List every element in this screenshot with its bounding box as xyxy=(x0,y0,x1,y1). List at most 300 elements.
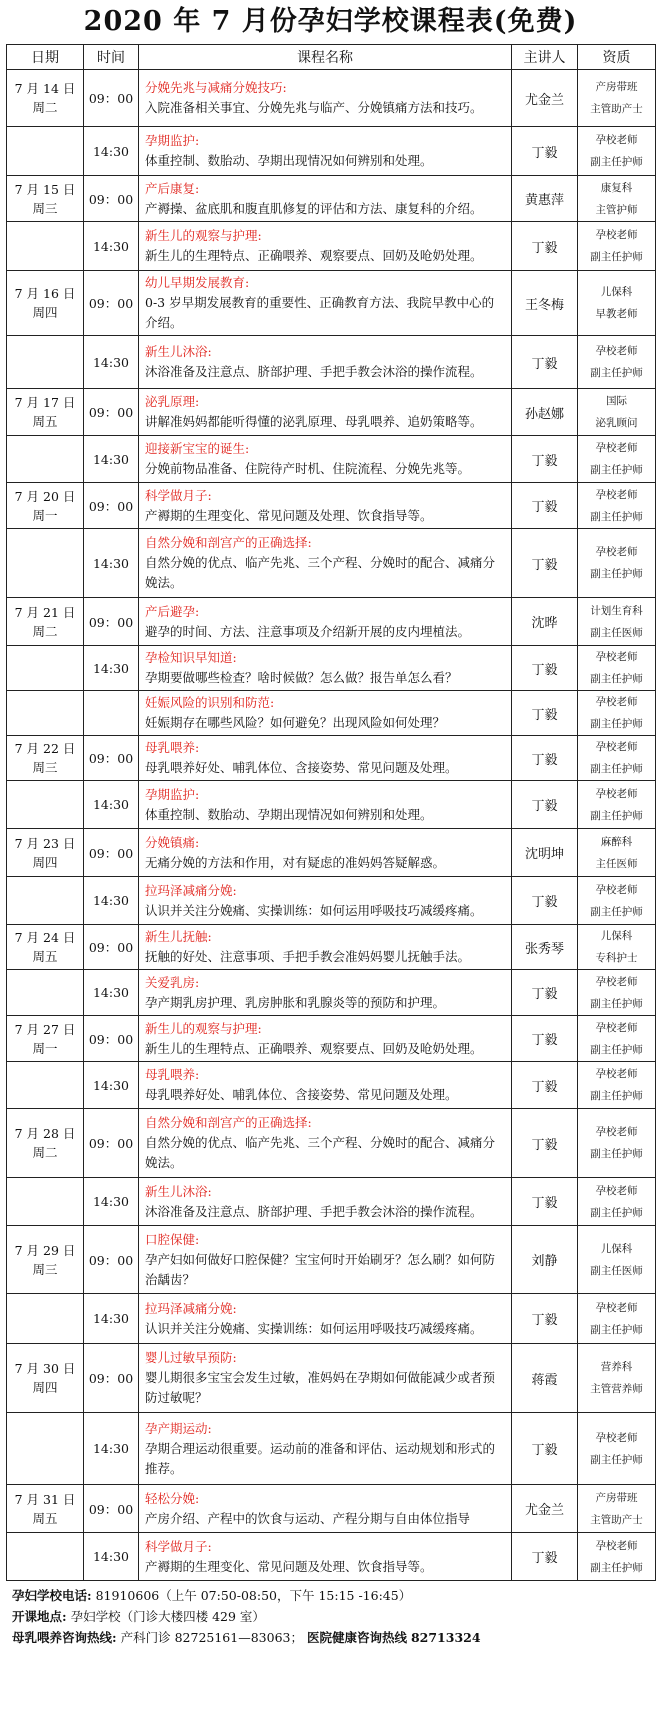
time-cell: 14:30 xyxy=(84,127,139,176)
speaker-cell: 丁毅 xyxy=(512,1109,578,1178)
weekday-text: 周五 xyxy=(32,1510,58,1526)
weekday-text: 周二 xyxy=(32,1145,58,1160)
date-cell xyxy=(7,925,84,970)
speaker-cell: 张秀琴 xyxy=(512,925,578,970)
time-cell: 09：00 xyxy=(84,70,139,127)
weekday-text: 周五 xyxy=(32,949,58,964)
date-cell xyxy=(7,829,84,877)
weekday-text: 周四 xyxy=(32,305,58,320)
time-cell: 09：00 xyxy=(84,389,139,436)
course-description: 新生儿的生理特点、正确喂养、观察要点、回奶及呛奶处理。 xyxy=(145,248,483,263)
date-cell xyxy=(7,646,84,691)
date-cell xyxy=(7,127,84,176)
table-row xyxy=(7,691,656,736)
weekday-text: 周三 xyxy=(32,760,58,775)
speaker-cell: 丁毅 xyxy=(512,336,578,389)
time-cell: 09：00 xyxy=(84,1485,139,1533)
qualification-line: 儿保科 xyxy=(600,1242,633,1255)
qualification-line: 计划生育科 xyxy=(590,604,643,617)
table-row xyxy=(7,127,656,176)
course-cell xyxy=(139,222,512,271)
course-cell xyxy=(139,1062,512,1109)
speaker-cell: 王冬梅 xyxy=(512,271,578,336)
qualification-line: 副主任护师 xyxy=(590,997,643,1010)
table-row xyxy=(7,1016,656,1062)
course-title: 轻松分娩: xyxy=(145,1490,200,1506)
qualification-cell xyxy=(578,1109,656,1178)
speaker-cell: 丁毅 xyxy=(512,1533,578,1581)
qualification-cell xyxy=(578,222,656,271)
table-row xyxy=(7,598,656,646)
speaker-cell: 刘静 xyxy=(512,1226,578,1294)
schedule-body xyxy=(7,70,656,1581)
date-cell xyxy=(7,1016,84,1062)
qualification-cell xyxy=(578,1178,656,1226)
time-cell: 09：00 xyxy=(84,1344,139,1413)
qualification-cell xyxy=(578,970,656,1016)
weekday-text: 周一 xyxy=(32,1040,58,1056)
qualification-cell xyxy=(578,1016,656,1062)
course-description: 沐浴准备及注意点、脐部护理、手把手教会沐浴的操作流程。 xyxy=(145,364,483,379)
qualification-line: 孕校老师 xyxy=(595,488,638,501)
table-row xyxy=(7,176,656,222)
header-resource: 资质 xyxy=(578,45,656,70)
course-title: 分娩先兆与减痛分娩技巧: xyxy=(145,80,287,95)
course-description: 婴儿期很多宝宝会发生过敏，准妈妈在孕期如何做能减少或者预防过敏呢？ xyxy=(145,1370,496,1405)
course-description: 讲解准妈妈都能听得懂的泌乳原理、母乳喂养、追奶策略等。 xyxy=(145,414,483,429)
course-cell xyxy=(139,336,512,389)
qualification-line: 儿保科 xyxy=(600,930,633,942)
table-row xyxy=(7,877,656,925)
qualification-line: 营养科 xyxy=(600,1361,633,1373)
qualification-line: 儿保科 xyxy=(600,286,633,298)
course-title: 拉玛泽减痛分娩: xyxy=(145,882,237,898)
date-cell xyxy=(7,70,84,127)
time-cell: 09：00 xyxy=(84,271,139,336)
course-description: 产房介绍、产程中的饮食与运动、产程分期与自由体位指导 xyxy=(145,1510,471,1526)
qualification-cell xyxy=(578,529,656,598)
date-text: 7 月 23 日 xyxy=(14,835,76,851)
qualification-line: 孕校老师 xyxy=(595,1068,638,1080)
course-title: 新生儿的观察与护理: xyxy=(145,1020,262,1036)
date-cell xyxy=(7,877,84,925)
table-row xyxy=(7,483,656,529)
qualification-line: 副主任护师 xyxy=(590,718,643,730)
course-cell xyxy=(139,1109,512,1178)
qualification-cell xyxy=(578,691,656,736)
speaker-cell: 丁毅 xyxy=(512,736,578,781)
speaker-cell: 蒋霞 xyxy=(512,1344,578,1413)
qualification-line: 主管护师 xyxy=(595,203,638,216)
date-text: 7 月 30 日 xyxy=(14,1361,76,1376)
qualification-line: 副主任护师 xyxy=(590,367,643,379)
course-title: 迎接新宝宝的诞生: xyxy=(145,441,250,456)
qualification-cell xyxy=(578,176,656,222)
speaker-cell: 丁毅 xyxy=(512,1178,578,1226)
speaker-cell: 丁毅 xyxy=(512,483,578,529)
speaker-cell: 黄惠萍 xyxy=(512,176,578,222)
course-description: 认识并关注分娩痛、实操训练：如何运用呼吸技巧减缓疼痛。 xyxy=(145,902,483,918)
qualification-line: 主管营养师 xyxy=(590,1383,643,1395)
qualification-line: 产房带班 xyxy=(595,81,638,93)
course-cell xyxy=(139,1226,512,1294)
course-cell xyxy=(139,598,512,646)
date-text: 7 月 31 日 xyxy=(14,1491,76,1507)
qualification-line: 副主任护师 xyxy=(590,1148,643,1160)
qualification-line: 专科护士 xyxy=(595,952,638,964)
date-cell xyxy=(7,1178,84,1226)
qualification-line: 副主任护师 xyxy=(590,251,643,263)
table-row xyxy=(7,1178,656,1226)
course-description: 孕期合理运动很重要。运动前的准备和评估、运动规划和形式的推荐。 xyxy=(145,1440,496,1476)
course-cell xyxy=(139,877,512,925)
date-text: 7 月 27 日 xyxy=(14,1021,76,1037)
speaker-cell: 丁毅 xyxy=(512,781,578,829)
course-title: 泌乳原理: xyxy=(145,394,200,409)
qualification-line: 主管助产士 xyxy=(590,103,643,115)
footer-hotline-label: 母乳喂养咨询热线: xyxy=(12,1630,117,1645)
table-row xyxy=(7,970,656,1016)
speaker-cell: 丁毅 xyxy=(512,1016,578,1062)
course-description: 0-3 岁早期发展教育的重要性、正确教育方法、我院早教中心的介绍。 xyxy=(145,295,495,330)
qualification-line: 副主任护师 xyxy=(590,464,643,476)
time-cell: 09：00 xyxy=(84,483,139,529)
course-cell xyxy=(139,691,512,736)
date-cell xyxy=(7,1533,84,1581)
time-cell: 09：00 xyxy=(84,736,139,781)
date-cell xyxy=(7,271,84,336)
time-cell: 09：00 xyxy=(84,1016,139,1062)
time-cell: 14:30 xyxy=(84,970,139,1016)
course-description: 母乳喂养好处、哺乳体位、含接姿势、常见问题及处理。 xyxy=(145,1087,458,1102)
time-cell: 14:30 xyxy=(84,1533,139,1581)
time-cell: 09：00 xyxy=(84,1109,139,1178)
speaker-cell: 丁毅 xyxy=(512,877,578,925)
qualification-cell xyxy=(578,1062,656,1109)
time-cell xyxy=(84,691,139,736)
date-text: 7 月 20 日 xyxy=(14,488,76,504)
footer-place xyxy=(12,1606,661,1627)
speaker-cell: 沈晔 xyxy=(512,598,578,646)
qualification-line: 主任医师 xyxy=(595,857,638,870)
speaker-cell: 丁毅 xyxy=(512,127,578,176)
qualification-line: 孕校老师 xyxy=(595,883,638,896)
course-title: 新生儿沐浴: xyxy=(145,1183,212,1199)
speaker-cell: 尤金兰 xyxy=(512,1485,578,1533)
speaker-cell: 丁毅 xyxy=(512,1413,578,1485)
table-row xyxy=(7,529,656,598)
qualification-cell xyxy=(578,1413,656,1485)
course-title: 孕产期运动: xyxy=(145,1420,212,1436)
qualification-cell xyxy=(578,1485,656,1533)
qualification-line: 主管助产士 xyxy=(590,1513,643,1526)
date-cell xyxy=(7,1413,84,1485)
speaker-cell: 尤金兰 xyxy=(512,70,578,127)
course-description: 孕期要做哪些检查？啥时候做？怎么做？报告单怎么看？ xyxy=(145,670,458,685)
course-description: 产褥期的生理变化、常见问题及处理、饮食指导等。 xyxy=(145,1558,433,1574)
time-cell: 09：00 xyxy=(84,176,139,222)
footer-hotline xyxy=(12,1627,661,1648)
course-description: 避孕的时间、方法、注意事项及介绍新开展的皮内埋植法。 xyxy=(145,623,471,639)
qualification-line: 孕校老师 xyxy=(595,696,638,708)
course-cell xyxy=(139,1016,512,1062)
table-row xyxy=(7,646,656,691)
qualification-cell xyxy=(578,925,656,970)
qualification-line: 副主任护师 xyxy=(590,568,643,580)
date-cell xyxy=(7,336,84,389)
qualification-line: 孕校老师 xyxy=(595,651,638,663)
course-cell xyxy=(139,781,512,829)
speaker-cell: 丁毅 xyxy=(512,691,578,736)
qualification-line: 泌乳顾问 xyxy=(595,417,638,429)
speaker-cell: 沈明坤 xyxy=(512,829,578,877)
header-speaker: 主讲人 xyxy=(512,45,578,70)
weekday-text: 周三 xyxy=(32,200,58,216)
table-row xyxy=(7,925,656,970)
time-cell: 14:30 xyxy=(84,1062,139,1109)
date-cell xyxy=(7,176,84,222)
footer-health-value: 82713324 xyxy=(410,1630,481,1645)
date-text: 7 月 24 日 xyxy=(14,930,76,945)
time-cell: 09：00 xyxy=(84,925,139,970)
course-cell xyxy=(139,1178,512,1226)
qualification-line: 孕校老师 xyxy=(595,345,638,357)
course-description: 母乳喂养好处、哺乳体位、含接姿势、常见问题及处理。 xyxy=(145,760,458,775)
course-cell xyxy=(139,1344,512,1413)
qualification-line: 副主任护师 xyxy=(590,1206,643,1219)
course-title: 新生儿沐浴: xyxy=(145,344,212,359)
course-cell xyxy=(139,1485,512,1533)
date-cell xyxy=(7,389,84,436)
footer-health-label: 医院健康咨询热线 xyxy=(306,1630,407,1645)
time-cell: 14:30 xyxy=(84,222,139,271)
course-description: 认识并关注分娩痛、实操训练：如何运用呼吸技巧减缓疼痛。 xyxy=(145,1320,483,1336)
date-cell xyxy=(7,781,84,829)
speaker-cell: 丁毅 xyxy=(512,529,578,598)
date-text: 7 月 29 日 xyxy=(14,1242,76,1258)
qualification-line: 孕校老师 xyxy=(595,546,638,558)
qualification-line: 孕校老师 xyxy=(595,975,638,988)
table-row xyxy=(7,1413,656,1485)
course-title: 母乳喂养: xyxy=(145,740,200,755)
speaker-cell: 丁毅 xyxy=(512,222,578,271)
date-text: 7 月 22 日 xyxy=(14,741,76,756)
table-row xyxy=(7,1226,656,1294)
course-description: 无痛分娩的方法和作用，对有疑虑的准妈妈答疑解惑。 xyxy=(145,854,446,870)
page-title: 2020 年 7 月份孕妇学校课程表(免费) xyxy=(83,6,578,37)
course-title: 关爱乳房: xyxy=(145,974,200,990)
course-cell xyxy=(139,483,512,529)
table-row xyxy=(7,336,656,389)
table-row xyxy=(7,436,656,483)
weekday-text: 周四 xyxy=(32,854,58,870)
qualification-line: 副主任护师 xyxy=(590,1090,643,1102)
qualification-cell xyxy=(578,646,656,691)
table-row xyxy=(7,1294,656,1344)
course-title: 科学做月子: xyxy=(145,487,212,503)
qualification-cell xyxy=(578,736,656,781)
qualification-line: 康复科 xyxy=(600,181,633,194)
table-row xyxy=(7,222,656,271)
course-title: 产后康复: xyxy=(145,180,200,196)
time-cell: 14:30 xyxy=(84,336,139,389)
qualification-line: 孕校老师 xyxy=(595,442,638,454)
qualification-line: 副主任护师 xyxy=(590,510,643,523)
qualification-line: 孕校老师 xyxy=(595,741,638,753)
course-description: 孕产妇如何做好口腔保健？宝宝何时开始刷牙？怎么刷？如何防治龋齿？ xyxy=(145,1251,496,1287)
date-text: 7 月 16 日 xyxy=(14,286,76,301)
course-title: 母乳喂养: xyxy=(145,1067,200,1082)
table-row xyxy=(7,271,656,336)
course-cell xyxy=(139,646,512,691)
qualification-cell xyxy=(578,70,656,127)
course-title: 口腔保健: xyxy=(145,1231,200,1247)
course-title: 新生儿抚触: xyxy=(145,929,212,944)
footer-phone-label: 孕妇学校电话: xyxy=(12,1588,92,1603)
course-description: 产褥操、盆底肌和腹直肌修复的评估和方法、康复科的介绍。 xyxy=(145,200,483,216)
qualification-line: 国际 xyxy=(606,395,627,407)
footer-place-value: 孕妇学校（门诊大楼四楼 429 室） xyxy=(70,1609,265,1624)
footer-phone-value: 81910606（上午 07:50-08:50，下午 15:15 -16:45） xyxy=(95,1588,412,1603)
course-cell xyxy=(139,176,512,222)
time-cell: 14:30 xyxy=(84,1413,139,1485)
qualification-line: 孕校老师 xyxy=(595,134,638,146)
footer-hotline-value: 产科门诊 82725161—83063； xyxy=(120,1630,303,1645)
time-cell: 14:30 xyxy=(84,781,139,829)
footer xyxy=(12,1585,661,1648)
qualification-line: 孕校老师 xyxy=(595,1184,638,1197)
qualification-line: 副主任护师 xyxy=(590,905,643,918)
qualification-cell xyxy=(578,336,656,389)
course-cell xyxy=(139,529,512,598)
qualification-line: 副主任护师 xyxy=(590,809,643,822)
course-title: 孕期监护: xyxy=(145,786,200,802)
qualification-line: 孕校老师 xyxy=(595,1431,638,1444)
course-cell xyxy=(139,127,512,176)
course-title: 科学做月子: xyxy=(145,1538,212,1554)
schedule-table xyxy=(6,44,656,1581)
table-row xyxy=(7,1109,656,1178)
table-row xyxy=(7,781,656,829)
date-cell xyxy=(7,1226,84,1294)
date-cell xyxy=(7,1109,84,1178)
course-cell xyxy=(139,736,512,781)
course-description: 新生儿的生理特点、正确喂养、观察要点、回奶及呛奶处理。 xyxy=(145,1040,483,1056)
date-text: 7 月 21 日 xyxy=(14,604,76,620)
qualification-cell xyxy=(578,271,656,336)
speaker-cell: 丁毅 xyxy=(512,1294,578,1344)
course-cell xyxy=(139,829,512,877)
time-cell: 14:30 xyxy=(84,1178,139,1226)
time-cell: 14:30 xyxy=(84,1294,139,1344)
weekday-text: 周五 xyxy=(32,414,58,429)
qualification-line: 孕校老师 xyxy=(595,229,638,241)
time-cell: 14:30 xyxy=(84,646,139,691)
course-title: 婴儿过敏早预防: xyxy=(145,1350,237,1365)
course-cell xyxy=(139,1294,512,1344)
date-text: 7 月 15 日 xyxy=(14,181,76,197)
speaker-cell: 孙赵娜 xyxy=(512,389,578,436)
speaker-cell: 丁毅 xyxy=(512,436,578,483)
time-cell: 14:30 xyxy=(84,529,139,598)
qualification-line: 孕校老师 xyxy=(595,1021,638,1034)
qualification-line: 副主任护师 xyxy=(590,156,643,168)
header-time: 时间 xyxy=(84,45,139,70)
qualification-line: 副主任医师 xyxy=(590,1264,643,1277)
time-cell: 14:30 xyxy=(84,436,139,483)
weekday-text: 周二 xyxy=(32,100,58,115)
weekday-text: 周三 xyxy=(32,1261,58,1277)
qualification-line: 副主任护师 xyxy=(590,1043,643,1056)
course-title: 孕检知识早知道: xyxy=(145,650,237,665)
course-cell xyxy=(139,925,512,970)
date-cell xyxy=(7,222,84,271)
table-row xyxy=(7,1344,656,1413)
qualification-cell xyxy=(578,483,656,529)
qualification-line: 副主任护师 xyxy=(590,673,643,685)
qualification-line: 产房带班 xyxy=(595,1491,638,1504)
weekday-text: 周四 xyxy=(32,1380,58,1395)
course-description: 沐浴准备及注意点、脐部护理、手把手教会沐浴的操作流程。 xyxy=(145,1203,483,1219)
qualification-cell xyxy=(578,1226,656,1294)
qualification-cell xyxy=(578,1344,656,1413)
weekday-text: 周二 xyxy=(32,623,58,639)
course-description: 自然分娩的优点、临产先兆、三个产程、分娩时的配合、减痛分娩法。 xyxy=(145,555,496,590)
date-cell xyxy=(7,1344,84,1413)
course-title: 分娩镇痛: xyxy=(145,834,200,850)
qualification-line: 副主任护师 xyxy=(590,1561,643,1574)
footer-phone xyxy=(12,1585,661,1606)
table-row xyxy=(7,1062,656,1109)
qualification-cell xyxy=(578,598,656,646)
qualification-line: 麻醉科 xyxy=(600,835,633,848)
speaker-cell: 丁毅 xyxy=(512,646,578,691)
qualification-line: 早教老师 xyxy=(595,308,638,320)
date-cell xyxy=(7,1294,84,1344)
time-cell: 09：00 xyxy=(84,829,139,877)
course-title: 幼儿早期发展教育: xyxy=(145,275,250,290)
course-description: 体重控制、数胎动、孕期出现情况如何辨别和处理。 xyxy=(145,806,433,822)
date-cell xyxy=(7,598,84,646)
qualification-cell xyxy=(578,829,656,877)
time-cell: 14:30 xyxy=(84,877,139,925)
course-description: 孕产期乳房护理、乳房肿胀和乳腺炎等的预防和护理。 xyxy=(145,994,446,1010)
course-description: 自然分娩的优点、临产先兆、三个产程、分娩时的配合、减痛分娩法。 xyxy=(145,1135,496,1170)
date-text: 7 月 17 日 xyxy=(14,395,76,410)
course-description: 妊娠期存在哪些风险？如何避免？出现风险如何处理？ xyxy=(145,715,446,730)
footer-place-label: 开课地点: xyxy=(12,1609,67,1624)
qualification-line: 副主任护师 xyxy=(590,1323,643,1336)
course-cell xyxy=(139,1533,512,1581)
course-description: 体重控制、数胎动、孕期出现情况如何辨别和处理。 xyxy=(145,153,433,168)
course-cell xyxy=(139,970,512,1016)
course-title: 自然分娩和剖宫产的正确选择: xyxy=(145,1115,312,1130)
date-cell xyxy=(7,1062,84,1109)
course-title: 新生儿的观察与护理: xyxy=(145,228,262,243)
table-row xyxy=(7,389,656,436)
qualification-line: 副主任医师 xyxy=(590,626,643,639)
time-cell: 09：00 xyxy=(84,598,139,646)
date-cell xyxy=(7,736,84,781)
date-cell xyxy=(7,1485,84,1533)
course-description: 产褥期的生理变化、常见问题及处理、饮食指导等。 xyxy=(145,507,433,523)
qualification-cell xyxy=(578,1533,656,1581)
header-date: 日期 xyxy=(7,45,84,70)
table-header-row xyxy=(7,45,656,70)
date-cell xyxy=(7,436,84,483)
speaker-cell: 丁毅 xyxy=(512,1062,578,1109)
time-cell: 09：00 xyxy=(84,1226,139,1294)
